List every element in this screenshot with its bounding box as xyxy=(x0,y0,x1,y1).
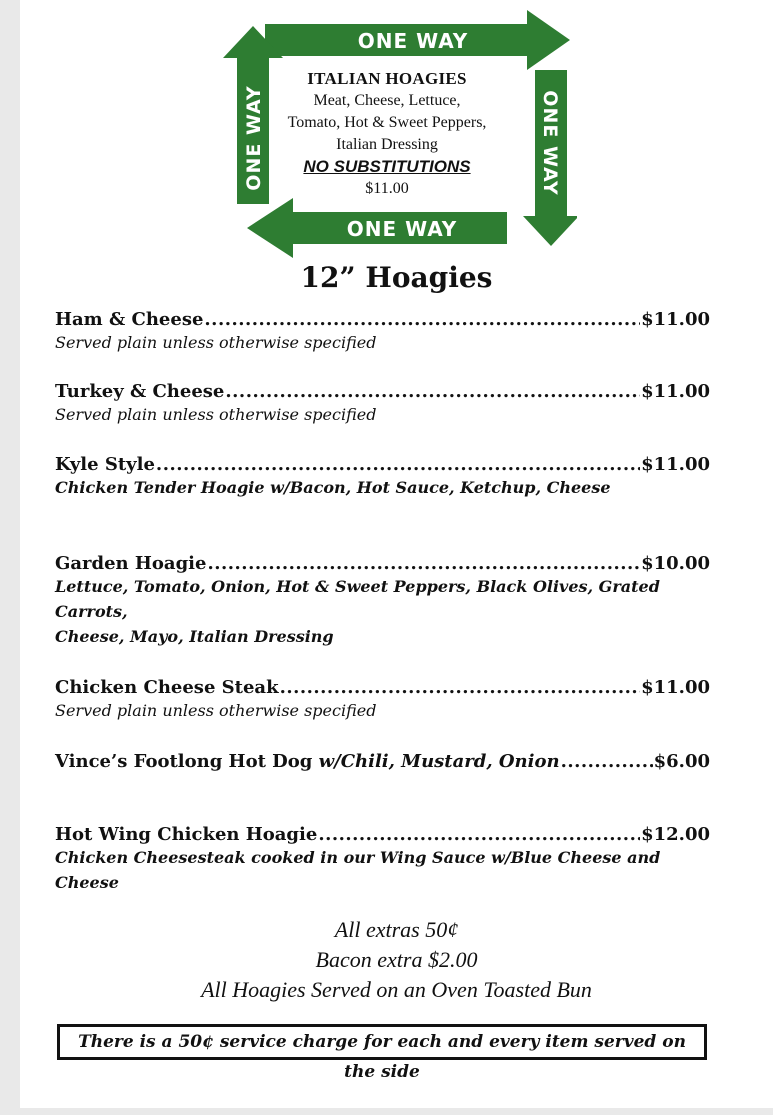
leader-dots xyxy=(561,751,653,772)
item-name: Ham & Cheese xyxy=(55,309,204,330)
menu-item-garden-hoagie xyxy=(55,553,710,649)
extras-line1: All extras 50¢ xyxy=(334,917,459,942)
item-price: $10.00 xyxy=(641,553,710,574)
section-title: 12” Hoagies xyxy=(300,261,493,294)
one-way-sign xyxy=(195,8,577,260)
italian-hoagie-title: ITALIAN HOAGIES xyxy=(307,69,467,88)
item-price: $11.00 xyxy=(641,381,710,402)
arrow-top-text: ONE WAY xyxy=(357,29,469,53)
leader-dots xyxy=(204,309,640,330)
item-name: Turkey & Cheese xyxy=(55,381,225,402)
item-price: $12.00 xyxy=(641,824,710,845)
item-price: $6.00 xyxy=(653,751,710,772)
item-name: Kyle Style xyxy=(55,454,155,475)
item-name xyxy=(55,751,560,772)
arrow-bottom-text: ONE WAY xyxy=(346,217,458,241)
item-description: Chicken Cheesesteak cooked in our Wing Sauce w/Blue Cheese and Cheese xyxy=(55,848,661,892)
leader-dots xyxy=(156,454,640,475)
item-price: $11.00 xyxy=(641,309,710,330)
service-charge-notice: There is a 50¢ service charge for each and every item served on the side xyxy=(57,1024,707,1060)
item-description-line2: Cheese, Mayo, Italian Dressing xyxy=(55,627,334,646)
item-name-main: Vince’s Footlong Hot Dog xyxy=(55,751,319,772)
extras-info xyxy=(20,915,773,1005)
item-name: Garden Hoagie xyxy=(55,553,207,574)
item-description: Served plain unless otherwise specified xyxy=(55,405,377,424)
menu-page xyxy=(20,0,773,1108)
item-description: Served plain unless otherwise specified xyxy=(55,701,377,720)
italian-hoagie-line2: Tomato, Hot & Sweet Peppers, xyxy=(287,114,487,131)
leader-dots xyxy=(207,553,640,574)
item-description-line1: Lettuce, Tomato, Onion, Hot & Sweet Peppers, Black Olives, Grated Carrots, xyxy=(55,577,660,621)
item-price: $11.00 xyxy=(641,677,710,698)
arrow-left-text: ONE WAY xyxy=(243,85,265,191)
extras-line3: All Hoagies Served on an Oven Toasted Bun xyxy=(201,977,592,1002)
menu-item-hot-wing-chicken-hoagie xyxy=(55,824,710,895)
item-name-toppings: w/Chili, Mustard, Onion xyxy=(318,751,560,772)
leader-dots xyxy=(225,381,640,402)
menu-item-kyle-style xyxy=(55,454,710,500)
italian-hoagie-line3: Italian Dressing xyxy=(336,136,438,153)
item-description: Served plain unless otherwise specified xyxy=(55,333,377,352)
item-name: Chicken Cheese Steak xyxy=(55,677,279,698)
italian-hoagie-line1: Meat, Cheese, Lettuce, xyxy=(313,92,461,109)
arrow-right-text: ONE WAY xyxy=(539,90,561,196)
menu-item-footlong-hot-dog xyxy=(55,751,710,772)
leader-dots xyxy=(318,824,640,845)
italian-hoagie-price: $11.00 xyxy=(365,180,409,197)
menu-item-chicken-cheese-steak xyxy=(55,677,710,723)
italian-hoagie-box xyxy=(247,68,527,200)
extras-line2: Bacon extra $2.00 xyxy=(315,947,478,972)
menu-item-ham-cheese xyxy=(55,309,710,355)
menu-item-turkey-cheese xyxy=(55,381,710,427)
item-name: Hot Wing Chicken Hoagie xyxy=(55,824,318,845)
leader-dots xyxy=(280,677,641,698)
no-substitutions-label: NO SUBSTITUTIONS xyxy=(303,157,471,176)
item-price: $11.00 xyxy=(641,454,710,475)
item-description: Chicken Tender Hoagie w/Bacon, Hot Sauce, Ketchup, Cheese xyxy=(55,478,611,497)
